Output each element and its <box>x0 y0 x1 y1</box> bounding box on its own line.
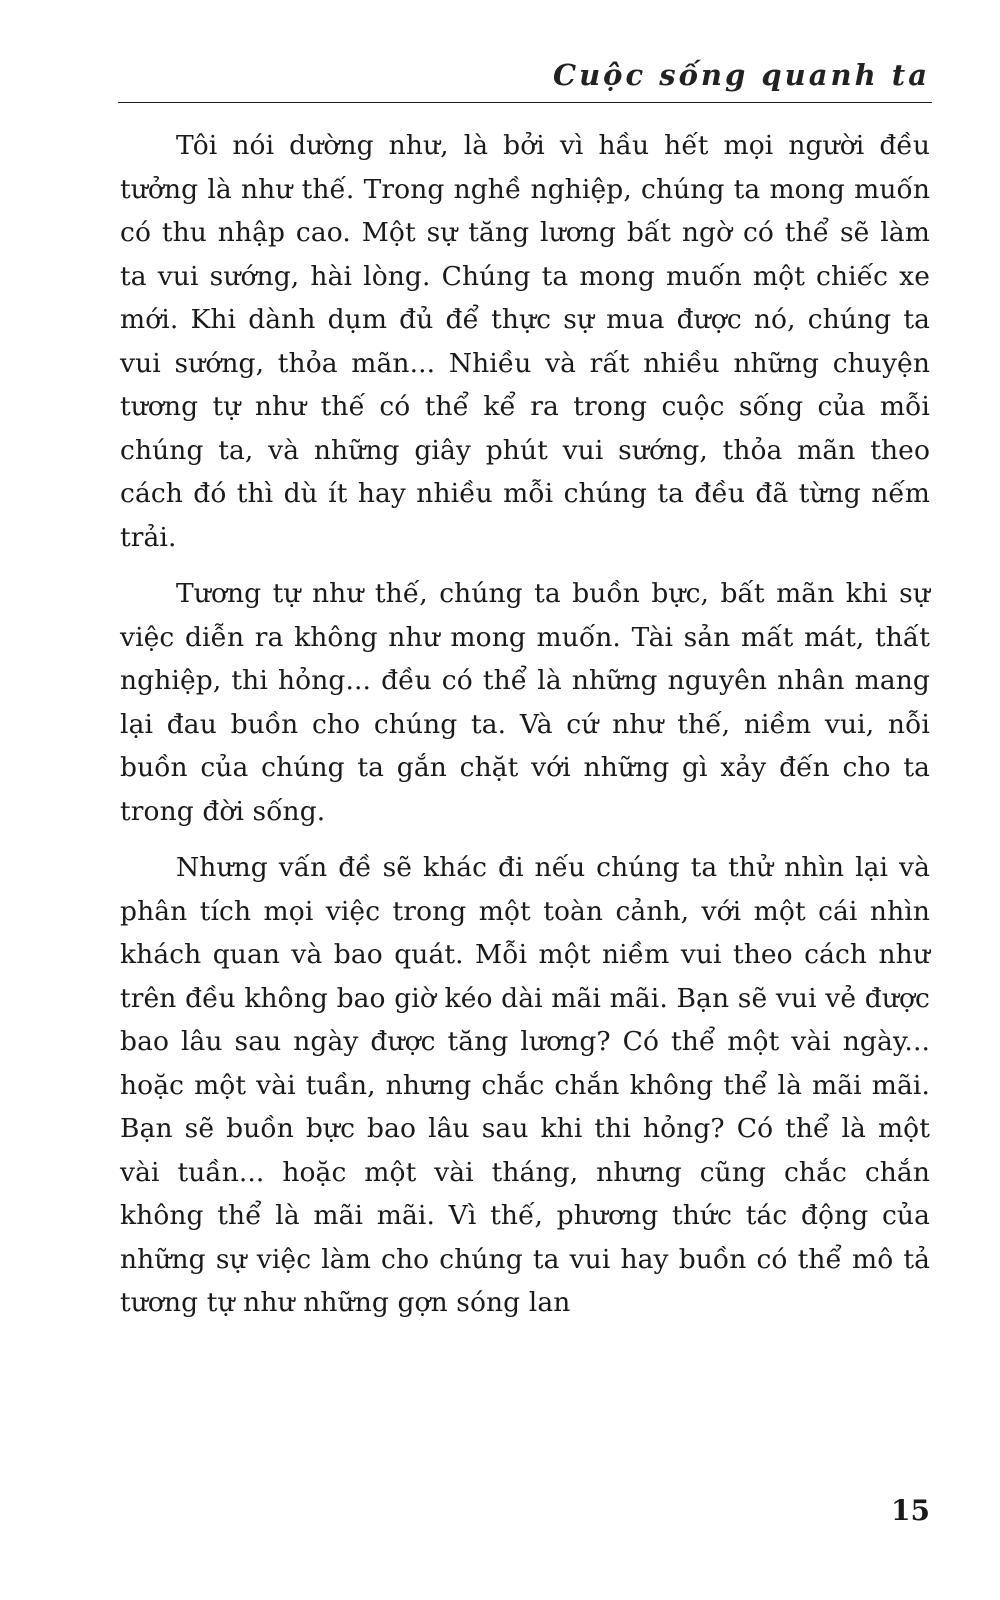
page-number: 15 <box>891 1494 930 1527</box>
paragraph-1: Tôi nói dường như, là bởi vì hầu hết mọi người đều tưởng là như thế. Trong nghề nghiệp, chúng ta mong muốn có thu nhập cao. Một sự tăng lương bất ngờ có thể sẽ làm ta vui sướng, hài lòng. Chúng ta mong muốn một chiếc xe mới. Khi dành dụm đủ để thực sự mua được nó, chúng ta vui sướng, thỏa mãn... Nhiều và rất nhiều những chuyện tương tự như thế có thể kể ra trong cuộc sống của mỗi chúng ta, và những giây phút vui sướng, thỏa mãn theo cách đó thì dù ít hay nhiều mỗi chúng ta đều đã từng nếm trải. <box>120 130 930 553</box>
paragraph-3: Nhưng vấn đề sẽ khác đi nếu chúng ta thử nhìn lại và phân tích mọi việc trong một toàn cảnh, với một cái nhìn khách quan và bao quát. Mỗi một niềm vui theo cách như trên đều không bao giờ kéo dài mãi mãi. Bạn sẽ vui vẻ được bao lâu sau ngày được tăng lương? Có thể một vài ngày... hoặc một vài tuần, nhưng chắc chắn không thể là mãi mãi. Bạn sẽ buồn bực bao lâu sau khi thi hỏng? Có thể là một vài tuần... hoặc một vài tháng, nhưng cũng chắc chắn không thể là mãi mãi. Vì thế, phương thức tác động của những sự việc làm cho chúng ta vui hay buồn có thể mô tả tương tự như những gợn sóng lan <box>120 852 930 1318</box>
body-text <box>120 124 930 1338</box>
paragraph-2: Tương tự như thế, chúng ta buồn bực, bất mãn khi sự việc diễn ra không như mong muốn. Tài sản mất mát, thất nghiệp, thi hỏng... đều có thể là những nguyên nhân mang lại đau buồn cho chúng ta. Và cứ như thế, niềm vui, nỗi buồn của chúng ta gắn chặt với những gì xảy đến cho ta trong đời sống. <box>120 578 930 827</box>
header-divider <box>118 102 932 103</box>
running-header-title: Cuộc sống quanh ta <box>553 58 930 92</box>
